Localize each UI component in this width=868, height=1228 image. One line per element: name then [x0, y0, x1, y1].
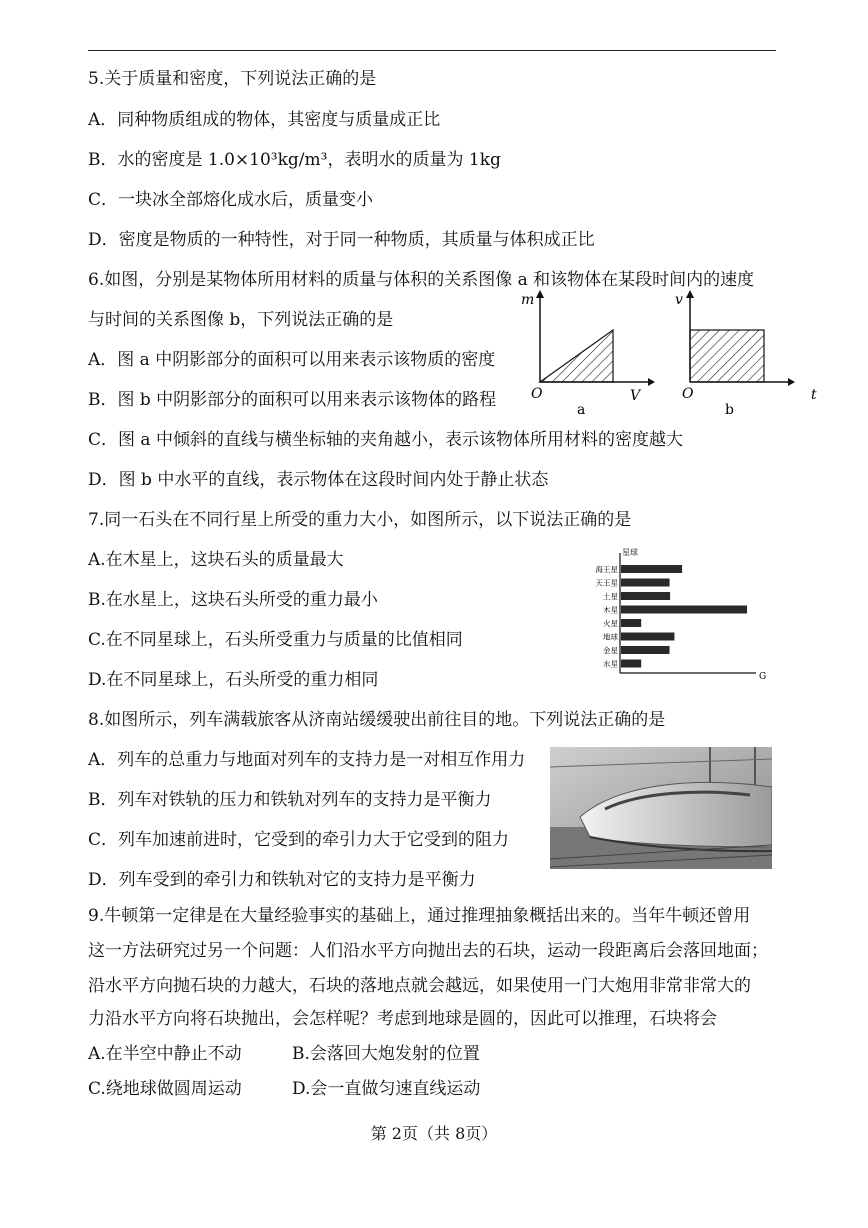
- q6-option-c: C．图 a 中倾斜的直线与横坐标轴的夹角越小，表示该物体所用材料的密度越大: [88, 430, 683, 450]
- q5-option-c: C．一块冰全部熔化成水后，质量变小: [88, 190, 374, 210]
- chart-planet-label: 海王星: [595, 565, 618, 574]
- q9-stem-line2: 这一方法研究过另一个问题：人们沿水平方向抛出去的石块，运动一段距离后会落回地面；: [88, 941, 768, 961]
- q5-stem: 5.关于质量和密度，下列说法正确的是: [88, 69, 377, 89]
- q9-stem-line4: 力沿水平方向将石块抛出，会怎样呢？考虑到地球是圆的，因此可以推理，石块将会: [88, 1009, 717, 1029]
- chart-y-title: 星球: [622, 548, 638, 557]
- chart-planet-label: 木星: [603, 605, 618, 615]
- graph-a-caption: a: [577, 402, 586, 418]
- q9-option-a: A.在半空中静止不动: [88, 1044, 242, 1064]
- graph-a-shaded-triangle: [540, 330, 613, 382]
- chart-bar: [621, 633, 674, 641]
- graph-a-y-label: m: [521, 292, 535, 308]
- chart-bar: [621, 619, 641, 627]
- planet-gravity-chart: [588, 545, 768, 685]
- q5-option-d: D．密度是物质的一种特性，对于同一种物质，其质量与体积成正比: [88, 230, 595, 250]
- graph-b-origin: O: [682, 386, 694, 402]
- chart-bar: [621, 646, 670, 654]
- chart-planet-label: 金星: [603, 646, 618, 655]
- q6-option-a: A．图 a 中阴影部分的面积可以用来表示该物质的密度: [88, 350, 496, 370]
- chart-bar: [621, 579, 670, 587]
- chart-planet-label: 火星: [603, 619, 618, 628]
- q8-option-c: C．列车加速前进时，它受到的牵引力大于它受到的阻力: [88, 830, 510, 850]
- q5-option-a: A．同种物质组成的物体，其密度与质量成正比: [88, 110, 441, 130]
- q7-option-c: C.在不同星球上，石头所受重力与质量的比值相同: [88, 630, 463, 650]
- q7-stem: 7.同一石头在不同行星上所受的重力大小，如图所示，以下说法正确的是: [88, 510, 632, 530]
- graph-a: [515, 290, 655, 420]
- graph-b-x-label: t: [811, 387, 817, 403]
- q6-stem-line2: 与时间的关系图像 b，下列说法正确的是: [88, 310, 394, 330]
- graph-b: [670, 290, 830, 420]
- q8-option-d: D．列车受到的牵引力和铁轨对它的支持力是平衡力: [88, 870, 476, 890]
- graph-b-shaded-rect: [690, 330, 764, 382]
- q9-stem-line3: 沿水平方向抛石块的力越大，石块的落地点就会越远，如果使用一门大炮用非常非常大的: [88, 976, 751, 996]
- q5-option-b: B．水的密度是 1.0×10³kg/m³，表明水的质量为 1kg: [88, 150, 501, 170]
- chart-bar: [621, 606, 747, 614]
- q7-option-d: D.在不同星球上，石头所受的重力相同: [88, 670, 379, 690]
- graph-a-x-label: V: [630, 388, 641, 404]
- chart-planet-label: 天王星: [595, 578, 618, 588]
- chart-x-label: G: [759, 672, 767, 682]
- chart-bar: [621, 660, 641, 668]
- q9-stem-line1: 9.牛顿第一定律是在大量经验事实的基础上，通过推理抽象概括出来的。当年牛顿还曾用: [88, 906, 751, 926]
- chart-planet-label: 地球: [603, 632, 618, 642]
- graph-b-y-label: v: [675, 292, 683, 308]
- graph-a-origin: O: [531, 386, 543, 402]
- chart-bar: [621, 565, 682, 573]
- q6-stem-line1: 6.如图，分别是某物体所用材料的质量与体积的关系图像 a 和该物体在某段时间内的速度: [88, 270, 755, 290]
- chart-planet-label: 水星: [603, 659, 618, 669]
- header-rule: [88, 50, 776, 51]
- train-photo: [550, 747, 772, 869]
- q7-option-b: B.在水星上，这块石头所受的重力最小: [88, 590, 378, 610]
- q6-option-b: B．图 b 中阴影部分的面积可以用来表示该物体的路程: [88, 390, 497, 410]
- q9-option-d: D.会一直做匀速直线运动: [292, 1079, 481, 1099]
- q9-option-c: C.绕地球做圆周运动: [88, 1079, 242, 1099]
- chart-planet-label: 土星: [603, 592, 618, 601]
- q8-stem: 8.如图所示，列车满载旅客从济南站缓缓驶出前往目的地。下列说法正确的是: [88, 710, 666, 730]
- q6-option-d: D．图 b 中水平的直线，表示物体在这段时间内处于静止状态: [88, 470, 549, 490]
- q8-option-b: B．列车对铁轨的压力和铁轨对列车的支持力是平衡力: [88, 790, 492, 810]
- q8-option-a: A．列车的总重力与地面对列车的支持力是一对相互作用力: [88, 750, 526, 770]
- q9-option-b: B.会落回大炮发射的位置: [292, 1044, 480, 1064]
- q7-option-a: A.在木星上，这块石头的质量最大: [88, 550, 344, 570]
- page-footer: 第 2页（共 8页）: [370, 1124, 498, 1143]
- chart-bar: [621, 592, 670, 600]
- graph-b-caption: b: [725, 402, 734, 418]
